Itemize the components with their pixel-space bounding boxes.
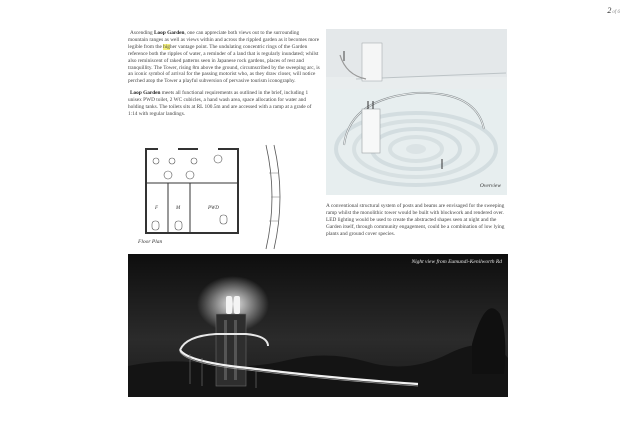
structure-text: A conventional structural system of posts and beams are envisaged for the sweeping ramp whilst the monolithic tower would be built with blockwork and rendered over. LED lighting would be used to create the abstracted shapes seen at night and the Garden itself, through community engagement, could be a combination of low lying plants and ground cover species. — [326, 203, 505, 237]
overview-render — [326, 29, 507, 195]
floor-plan-drawing — [138, 143, 288, 251]
room-label-f: F — [155, 206, 159, 211]
night-view-render — [128, 254, 508, 397]
overview-illustration — [326, 29, 507, 195]
overview-caption: Overview — [479, 183, 501, 189]
page-number: 2of 6 — [607, 6, 620, 15]
floor-plan-caption: Floor Plan — [138, 239, 163, 245]
room-label-pwd: PWD — [208, 206, 219, 211]
room-label-m: M — [176, 206, 181, 211]
night-view-caption: Night view from Eumundi-Kenilworth Rd — [411, 259, 502, 265]
intro-paragraph-1: Ascending Loop Garden, one can appreciate both views out to the surrounding mountain ranges as well as views within and across the rippled garden as it becomes more legible from the higher vantage point. The undulating concentric rings of the Garden reference both the ripples of water, a reminder of a land that is regularly inundated; whilst also reminiscent of raked patterns seen in Japanese rock gardens, places of rest and tranquillity. The Tower, rising 8m above the ground, circumscribed by the sweeping arc, is an iconic symbol of arrival for the passing motorist who, as they draw closer, will notice perched atop the Tower a playful subversion of pervasive tourism iconography. — [128, 30, 320, 85]
intro-text — [128, 30, 320, 123]
intro-paragraph-2: Loop Garden meets all functional requirements as outlined in the brief, including 1 unisex PWD toilet, 2 WC cubicles, a hand wash area, space allocation for water and holding tanks. The toilets sits at RL 100.5m and are accessed with a ramp at a grade of 1:14 with regular landings. — [128, 90, 312, 117]
night-view-illustration — [128, 254, 508, 397]
